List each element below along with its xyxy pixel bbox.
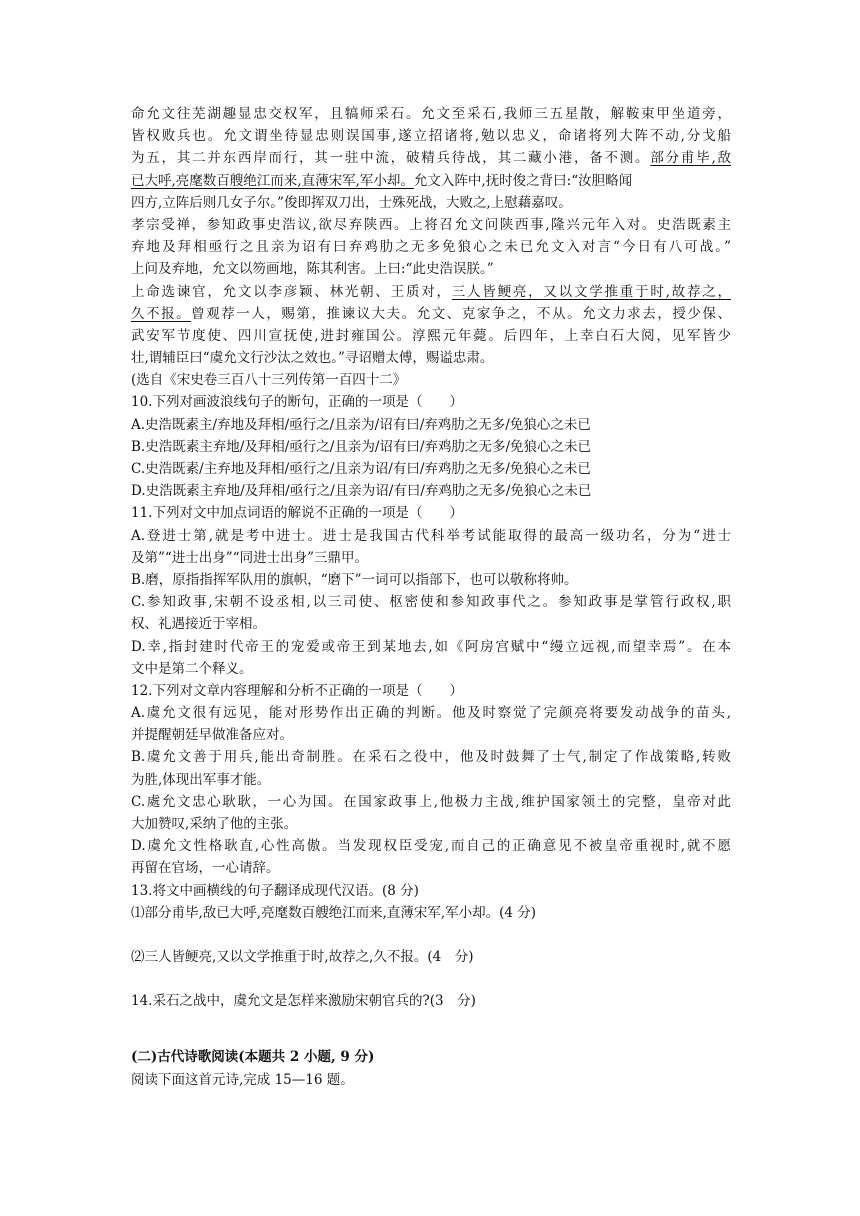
passage-line: [131, 303, 731, 325]
option-a-cont: 并提醒朝廷早做准备应对。: [131, 727, 293, 744]
passage-line: 命允文往芜湖趣显忠交权军，且犒师采石。允文至采石,我师三五星散，解鞍束甲坐道旁，: [131, 106, 731, 122]
answer-space: [131, 924, 731, 946]
answer-space: [131, 1012, 731, 1036]
underlined-sentence-1-cont: 已大呼,亮麾数百艘绝江而来,直薄宋军,军小却。: [131, 172, 414, 189]
question-stem: 10.下列对画波浪线句子的断句，正确的一项是（ ）: [131, 394, 463, 411]
passage-line: 壮,谓辅臣曰“虞允文行沙汰之效也。”寻诏赠太傅，赐谥忠肃。: [131, 350, 494, 367]
option-c: C.處允文忠心耿耿，一心为国。在国家政事上,他极力主战,维护国家领土的完整，皇帝对此: [131, 793, 731, 810]
option-d: D.幸,指封建时代帝王的宠爱或帝王到某地去,如《阿房宫赋中“缦立远视,而望幸焉”。在本: [131, 638, 731, 655]
option-d-cont: 再留在官场，一心请辞。: [131, 860, 280, 877]
passage-line: [131, 170, 731, 192]
passage-text: 为五，其二并东西岸而行，其一驻中流，破精兵待战，其二藏小港，备不测。: [131, 150, 651, 167]
option-c-cont: 权、礼遇接近于宰相。: [131, 616, 266, 633]
option-d: D.虞允文性格耿直,心性高傲。当发现权臣受宠,而自己的正确意见不被皇帝重视时,就不愿: [131, 838, 731, 855]
passage-line: 皆权败兵也。允文谓坐待显忠则误国事,遂立招诸将,勉以忠义，命诸将列大阵不动,分戈船: [131, 128, 731, 145]
exam-page: [131, 103, 731, 1091]
wavy-sentence: 弃地及拜相亟行之且亲为诏有曰弃鸡肋之无多免狼心之未已允文入对言“今日有八可战。”: [131, 239, 731, 256]
translation-item-2: ⑵三人皆鲠亮,又以文学推重于时,故荐之,久不报。(4 分): [131, 948, 474, 965]
passage-line: [131, 281, 731, 303]
option-c-cont: 大加赞叹,采纳了他的主张。: [131, 816, 298, 832]
option-b-cont: 为胜,体现出军事才能。: [131, 771, 271, 788]
source-citation: (选自《宋史卷三百八十三列传第一百四十二》: [131, 372, 407, 389]
translation-item-1: ⑴部分甫毕,敌已大呼,亮麾数百艘绝江而来,直薄宋军,军小却。(4 分): [131, 904, 537, 921]
question-11: [131, 502, 731, 680]
option-c: C.史浩既素/主弃地及拜相/亟行之/且亲为诏/有曰/弃鸡肋之无多/免狼心之未已: [131, 461, 591, 477]
passage-text: 曾观荐一人，赐第，推谏议大夫。允文、克家争之，不从。允文力求去，授少保、: [191, 305, 732, 322]
section-intro: 阅读下面这首元诗,完成 15—16 题。: [131, 1071, 354, 1088]
underlined-sentence-2: 三人皆鲠亮，又以文学推重于时,故荐之，: [451, 283, 731, 300]
question-10: [131, 391, 731, 502]
option-a: A.虞允文很有远见，能对形势作出正确的判断。他及时察觉了完颜亮将要发动战争的苗头,: [131, 705, 731, 722]
passage-line: [131, 147, 731, 169]
question-13: [131, 880, 731, 991]
passage-line: 孝宗受禅，参知政事史浩议,欲尽弃陕西。上将召允文问陕西事,隆兴元年入对。史浩既素主: [131, 216, 731, 233]
passage-text: 上命选谏官，允文以李彦颖、林光朝、王质对，: [131, 283, 452, 300]
answer-space: [131, 968, 731, 990]
option-b: B.史浩既素主弃地/及拜相/亟行之/且亲为/诏有曰/弃鸡肋之无多/免狼心之未已: [131, 438, 592, 455]
passage-line: 上问及弃地，允文以笏画地，陈其利害。上曰:“此史浩误朕。”: [131, 261, 494, 278]
option-d: D.史浩既素主弃地/及拜相/亟行之/且亲为诏/有曰/弃鸡肋之无多/免狼心之未已: [131, 483, 592, 500]
option-d-cont: 文中是第二个释义。: [131, 660, 253, 677]
option-b: B.磨，原指指挥军队用的旗帜，“磨下”一词可以指部下，也可以敬称将帅。: [131, 571, 578, 588]
underlined-sentence-2-cont: 久不报。: [131, 305, 192, 322]
underlined-sentence-1: 部分甫毕,敌: [650, 150, 732, 167]
passage-line: 武安军节度使、四川宣抚使,进封雍国公。淳熙元年薨。后四年，上幸白石大阅，见军皆少: [131, 327, 731, 344]
question-12: [131, 680, 731, 880]
section-2: [131, 1046, 731, 1090]
option-c: C.参知政事,宋朝不设丞相,以三司使、枢密使和参知政事代之。参知政事是掌管行政权,职: [131, 594, 731, 611]
option-a: A.史浩既素主/弃地及拜相/亟行之/且亲为/诏有曰/弃鸡肋之无多/免狼心之未已: [131, 416, 591, 433]
passage-line: 四方,立阵后则几女子尔。”俊即挥双刀出，士殊死战，大败之,上慰藉嘉叹。: [131, 194, 572, 211]
question-stem: 13.将文中画横线的句子翻译成现代汉语。(8 分): [131, 882, 419, 899]
question-stem: 12.下列对文章内容理解和分析不正确的一项是（ ）: [131, 682, 463, 699]
option-b: B.虞允文善于用兵,能出奇制胜。在采石之役中，他及时鼓舞了士气,制定了作战策略,转败: [131, 749, 731, 766]
question-stem: 14.采石之战中，虞允文是怎样来激励宋朝官兵的?(3 分): [131, 993, 476, 1010]
passage-text: 允文入阵中,抚时俊之背曰:“汝胆略闻: [413, 172, 633, 189]
option-a: A.登进士第,就是考中进士。进士是我国古代科举考试能取得的最高一级功名，分为“进士: [131, 527, 731, 544]
question-14: [131, 990, 731, 1036]
option-a-cont: 及第”“进士出身”“同进士出身”三鼎甲。: [131, 549, 369, 566]
passage: [131, 103, 731, 391]
question-stem: 11.下列对文中加点词语的解说不正确的一项是（ ）: [131, 505, 463, 522]
section-heading: (二)古代诗歌阅读(本题共 2 小题, 9 分): [131, 1049, 375, 1066]
